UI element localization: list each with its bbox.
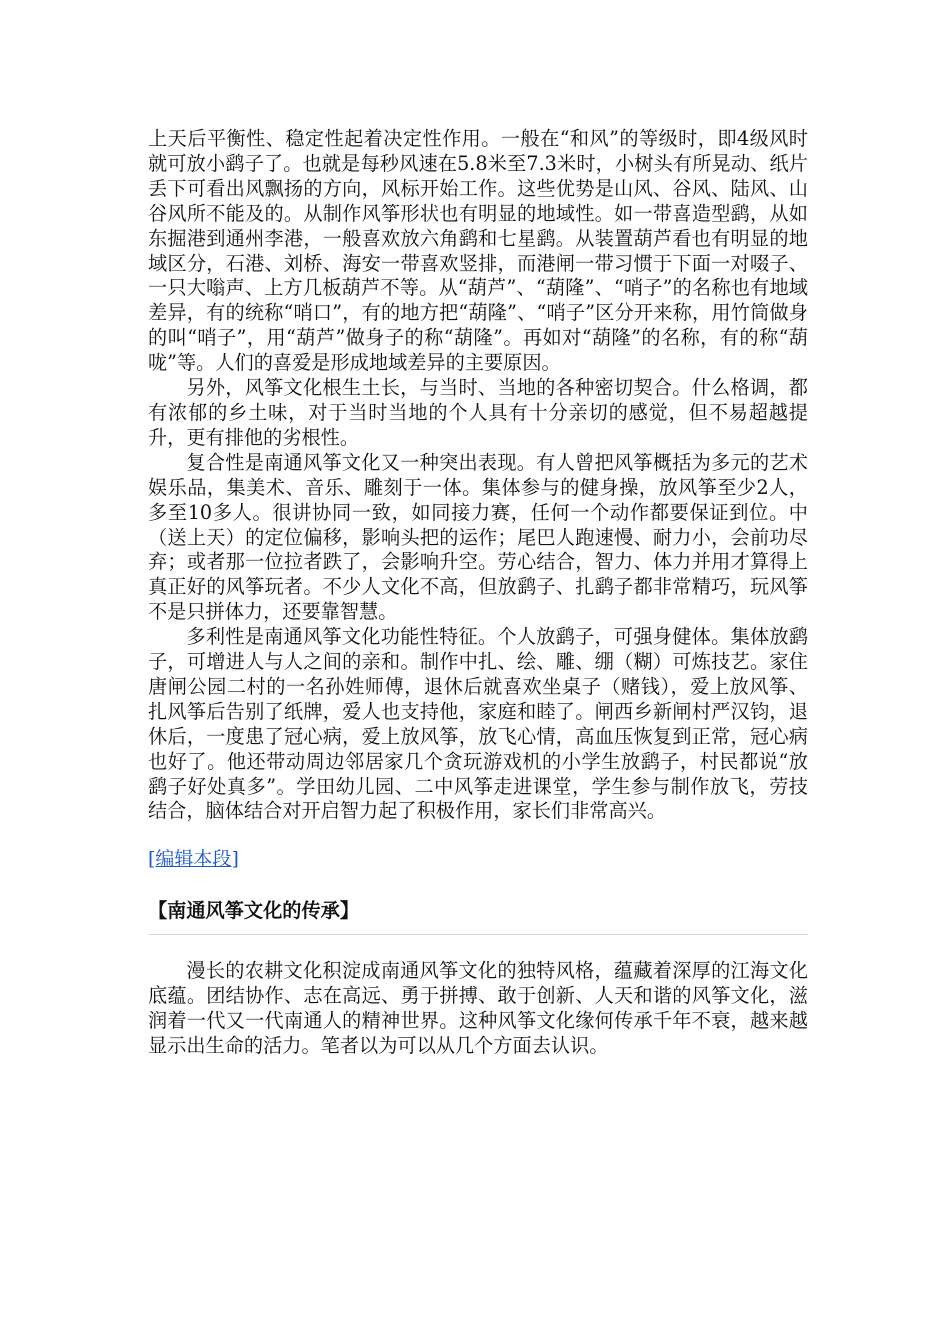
edit-section-link[interactable] (148, 848, 239, 870)
edit-link-label: 编辑本段 (155, 848, 232, 871)
document-page (148, 127, 808, 1059)
section-divider (148, 934, 808, 935)
edit-section-link-wrapper (148, 846, 808, 872)
edit-link-open-bracket: [ (148, 848, 156, 871)
paragraph-inheritance-intro: 漫长的农耕文化积淀成南通风筝文化的独特风格，蕴藏着深厚的江海文化底蕴。团结协作、志在高远、勇于拼搏、敢于创新、人天和谐的风筝文化，滋润着一代又一代南通人的精神世界。这种风筝文化缘何传承千年不衰，越来越显示出生命的活力。笔者以为可以从几个方面去认识。 (148, 959, 808, 1058)
edit-link-close-bracket: ] (231, 848, 239, 871)
paragraph-composite-nature: 复合性是南通风筝文化又一种突出表现。有人曾把风筝概括为多元的艺术娱乐品，集美术、音乐、雕刻于一体。集体参与的健身操，放风筝至少2人，多至10多人。很讲协同一致，如同接力赛，任何一个动作都要保证到位。中（送上天）的定位偏移，影响头把的运作；尾巴人跑速慢、耐力小，会前功尽弃；或者那一位拉者跌了，会影响升空。劳心结合，智力、体力并用才算得上真正好的风筝玩者。不少人文化不高，但放鹞子、扎鹞子都非常精巧，玩风筝不是只拼体力，还要靠智慧。 (148, 450, 808, 624)
paragraph-multiple-benefits: 多利性是南通风筝文化功能性特征。个人放鹞子，可强身健体。集体放鹞子，可增进人与人之间的亲和。制作中扎、绘、雕、绷（糊）可炼技艺。家住唐闸公园二村的一名孙姓师傅，退休后就喜欢坐桌子（赌钱），爱上放风筝、扎风筝后告别了纸牌，爱人也支持他，家庭和睦了。闸西乡新闸村严汉钧，退休后，一度患了冠心病，爱上放风筝，放飞心情，高血压恢复到正常，冠心病也好了。他还带动周边邻居家几个贪玩游戏机的小学生放鹞子，村民都说“放鹞子好处真多”。学田幼儿园、二中风筝走进课堂，学生参与制作放飞，劳技结合，脑体结合对开启智力起了积极作用，家长们非常高兴。 (148, 625, 808, 823)
section-heading: 【南通风筝文化的传承】 (148, 899, 360, 923)
paragraph-wind-and-regional-styles: 上天后平衡性、稳定性起着决定性作用。一般在“和风”的等级时，即4级风时就可放小鹞子了。也就是每秒风速在5.8米至7.3米时，小树头有所晃动、纸片丢下可看出风飘扬的方向，风标开始工作。这些优势是山风、谷风、陆风、山谷风所不能及的。从制作风筝形状也有明显的地域性。如一带喜造型鹞，从如东掘港到通州李港，一般喜欢放六角鹞和七星鹞。从装置葫芦看也有明显的地域区分，石港、刘桥、海安一带喜欢竖排，而港闸一带习惯于下面一对啜子、一只大嗡声、上方几板葫芦不等。从“葫芦”、“葫隆”、“哨子”的名称也有地域差异，有的统称“哨口”，有的地方把“葫隆”、“哨子”区分开来称，用竹筒做身的叫“哨子”，用“葫芦”做身子的称“葫隆”。再如对“葫隆”的名称，有的称“葫咙”等。人们的喜爱是形成地域差异的主要原因。 (148, 127, 808, 375)
paragraph-local-roots: 另外，风筝文化根生土长，与当时、当地的各种密切契合。什么格调，都有浓郁的乡土味，对于当时当地的个人具有十分亲切的感觉，但不易超越提升，更有排他的劣根性。 (148, 376, 808, 449)
